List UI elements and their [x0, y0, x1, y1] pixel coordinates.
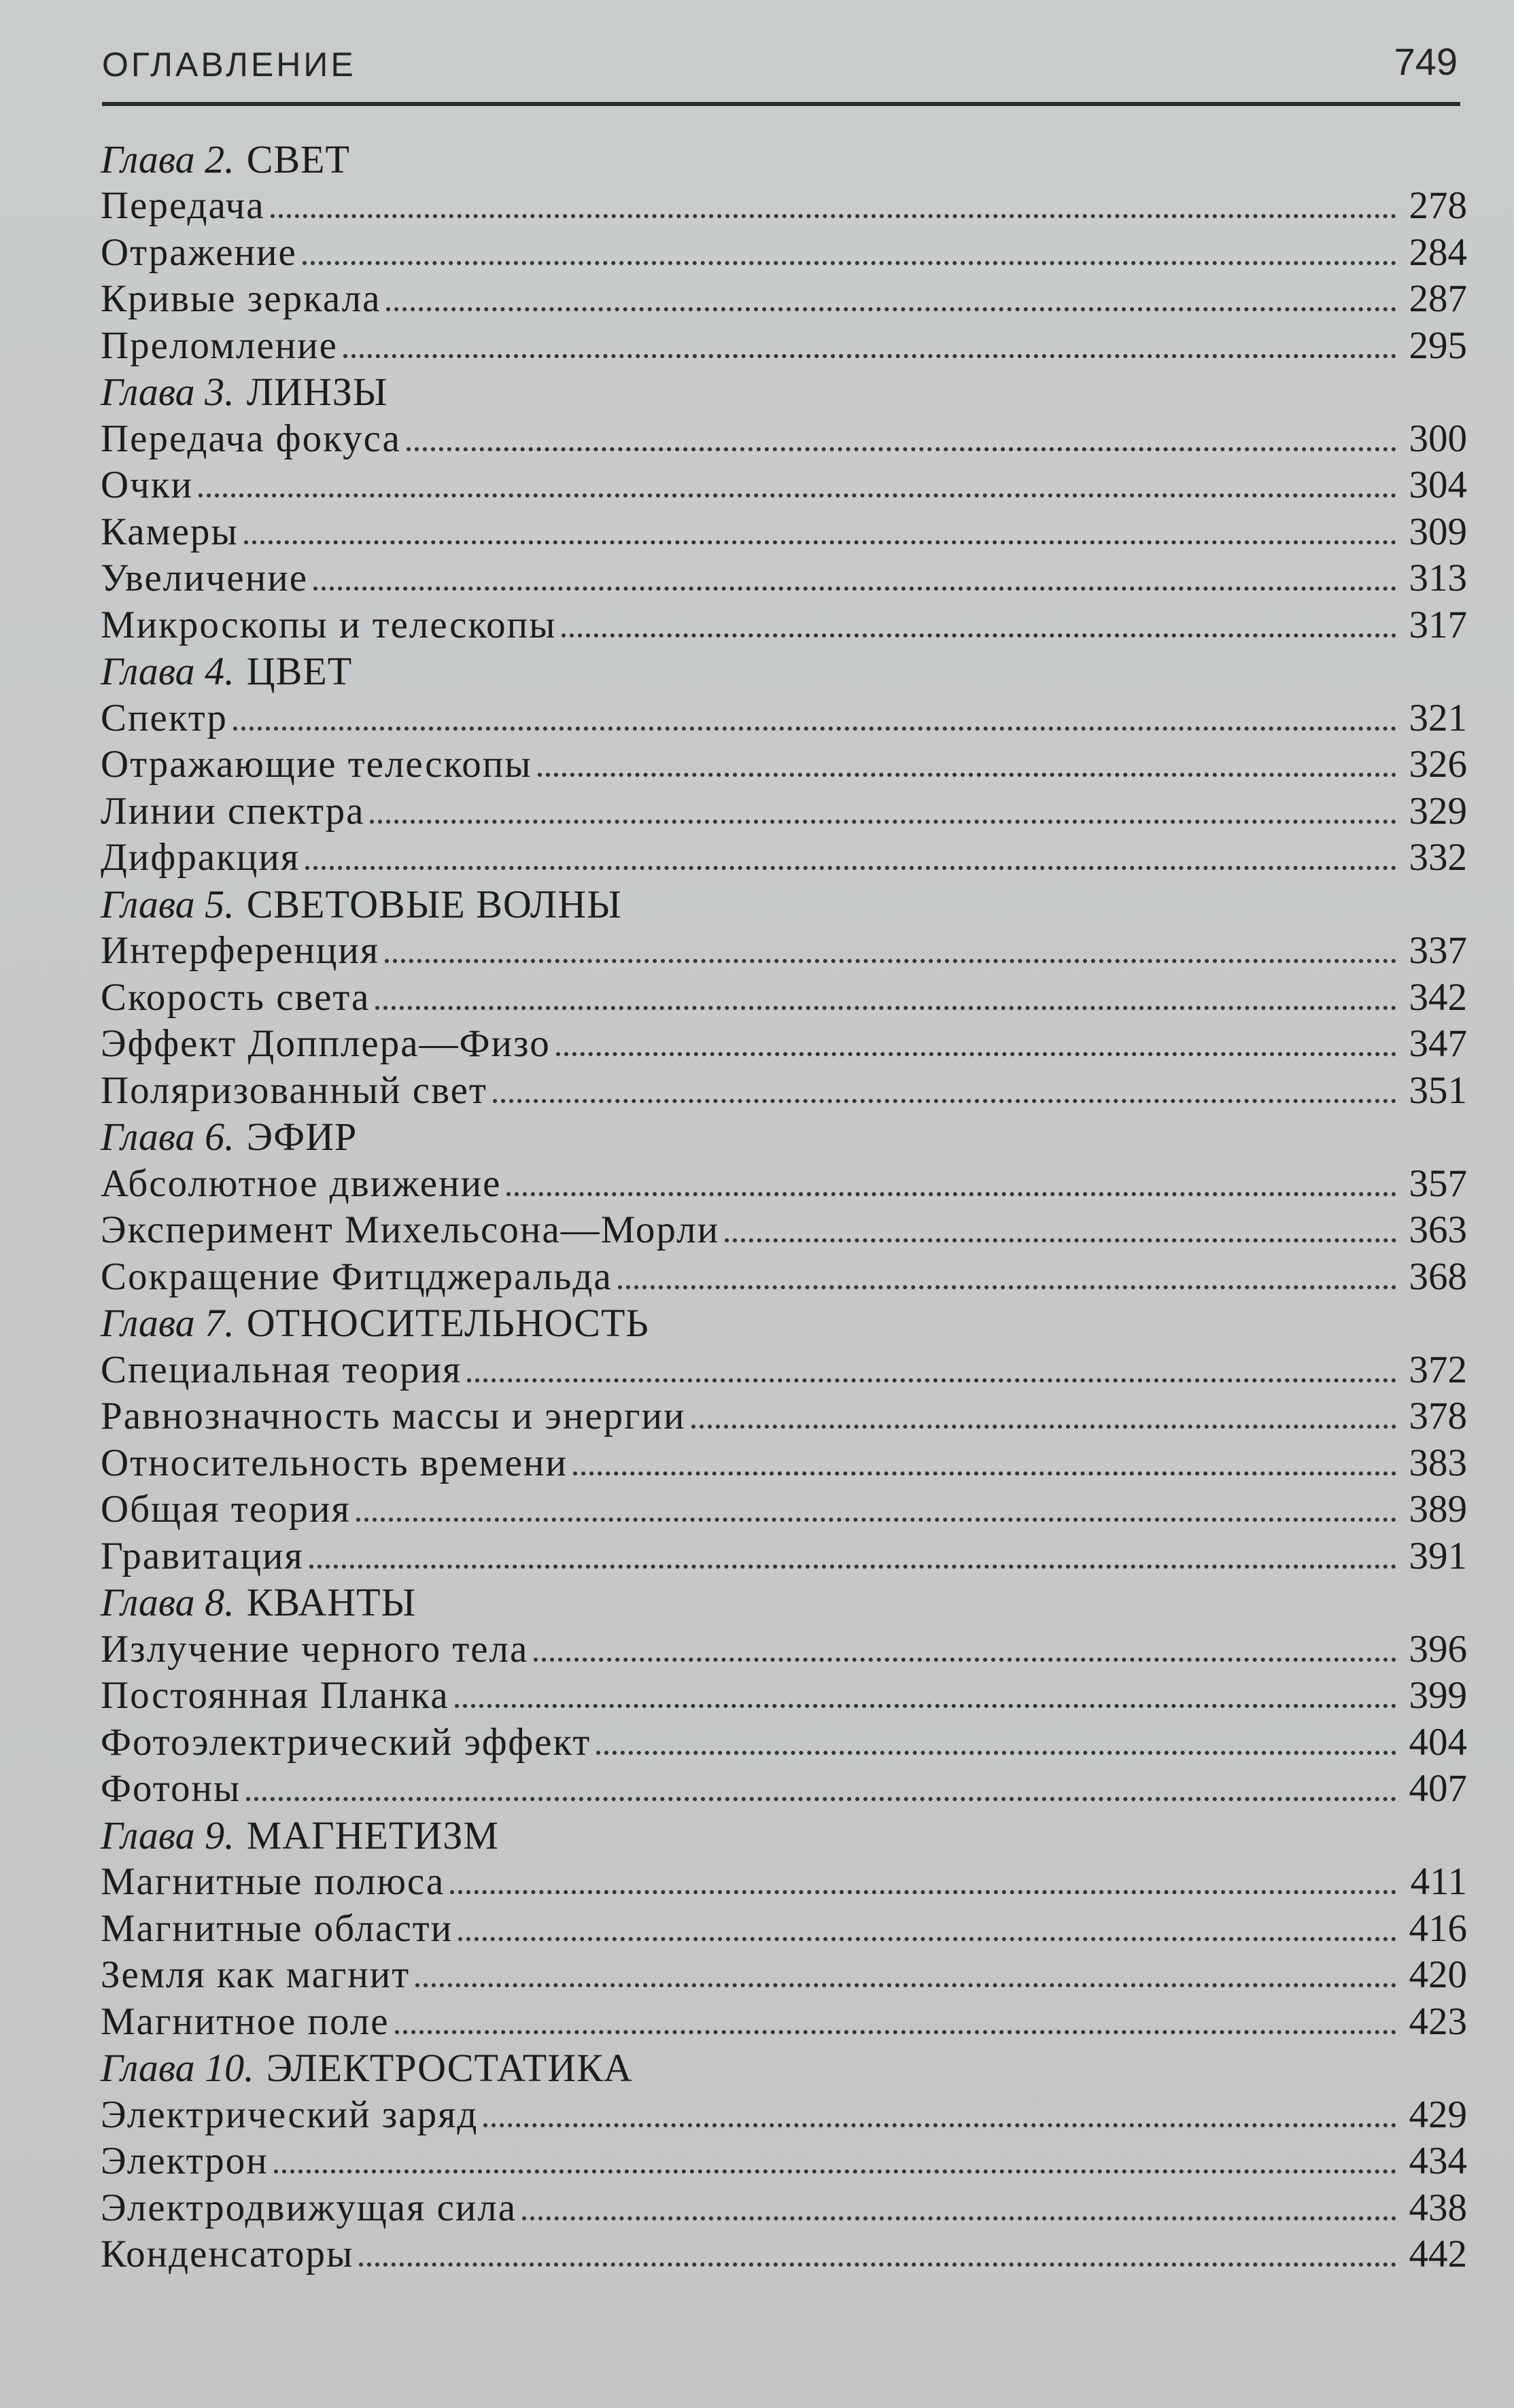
toc-entry-page: 396: [1409, 1627, 1467, 1671]
toc-entry: [101, 322, 1467, 369]
toc-entry: [101, 1067, 1467, 1114]
toc-entry-title: Электродвижущая сила: [101, 2186, 517, 2229]
toc-entry-title: Гравитация: [101, 1534, 304, 1577]
dot-leader: [271, 214, 1397, 218]
dot-leader: [450, 1890, 1396, 1894]
toc-entry-title: Кривые зеркала: [101, 277, 381, 320]
toc-entry-title: Спектр: [101, 696, 228, 739]
toc-entry-title: Общая теория: [101, 1488, 351, 1531]
chapter-number: Глава 7.: [101, 1301, 235, 1345]
chapter-number: Глава 5.: [101, 882, 235, 926]
dot-leader: [375, 1006, 1396, 1010]
dot-leader: [309, 1565, 1396, 1569]
page-number: 749: [1394, 40, 1458, 83]
chapter-title: СВЕТ: [246, 137, 350, 181]
toc-entry-title: Относительность времени: [101, 1441, 568, 1484]
toc-entry-title: Линии спектра: [101, 789, 365, 833]
toc-entry: [101, 462, 1467, 509]
toc-entry-title: Постоянная Планка: [101, 1674, 449, 1717]
toc-entry-title: Абсолютное движение: [101, 1162, 502, 1205]
toc-entry-title: Магнитные полюса: [101, 1860, 445, 1903]
toc-entry: [101, 601, 1467, 648]
toc-entry-page: 342: [1409, 975, 1467, 1019]
toc-entry: [101, 1952, 1467, 1999]
chapter-title: ЭЛЕКТРОСТАТИКА: [266, 2046, 633, 2090]
toc-entry: [101, 555, 1467, 602]
dot-leader: [522, 2216, 1396, 2220]
toc-entry-title: Электрический заряд: [101, 2093, 479, 2136]
toc-entry-page: 347: [1409, 1022, 1467, 1065]
toc-entry: [101, 1905, 1467, 1952]
toc-entry: [101, 695, 1467, 741]
chapter-title: КВАНТЫ: [246, 1580, 417, 1624]
toc-entry: [101, 1673, 1467, 1720]
dot-leader: [313, 587, 1396, 591]
toc-entry-title: Дифракция: [101, 836, 300, 879]
toc-entry: [101, 1346, 1467, 1393]
chapter-number: Глава 3.: [101, 370, 235, 414]
dot-leader: [562, 633, 1396, 638]
toc-entry-title: Передача: [101, 184, 265, 227]
toc-entry-title: Очки: [101, 464, 194, 506]
toc-entry-page: 391: [1409, 1534, 1467, 1577]
dot-leader: [458, 1937, 1396, 1941]
dot-leader: [415, 1983, 1396, 1987]
toc-entry: [101, 1439, 1467, 1486]
chapter-heading: [101, 648, 1467, 695]
toc-entry-page: 411: [1410, 1860, 1467, 1903]
chapter-title: ЭФИР: [246, 1115, 358, 1159]
dot-leader: [244, 540, 1396, 544]
toc-entry-page: 337: [1409, 929, 1467, 972]
toc-entry: [101, 183, 1467, 230]
toc-entry-page: 278: [1409, 184, 1467, 227]
dot-leader: [573, 1471, 1396, 1476]
toc-entry: [101, 1533, 1467, 1580]
table-of-contents: [101, 136, 1467, 2278]
dot-leader: [596, 1751, 1396, 1755]
page-header: [102, 39, 1460, 106]
chapter-number: Глава 8.: [101, 1580, 235, 1624]
toc-entry-title: Увеличение: [101, 557, 309, 599]
toc-entry: [101, 2091, 1467, 2138]
toc-entry-page: 351: [1409, 1068, 1467, 1112]
dot-leader: [199, 493, 1396, 498]
dot-leader: [370, 820, 1396, 824]
toc-entry-title: Интерференция: [101, 929, 380, 972]
toc-entry-page: 321: [1409, 696, 1467, 739]
toc-entry: [101, 1859, 1467, 1906]
dot-leader: [407, 447, 1396, 451]
toc-entry: [101, 788, 1467, 835]
dot-leader: [455, 1704, 1397, 1708]
dot-leader: [538, 773, 1396, 777]
toc-entry: [101, 928, 1467, 975]
dot-leader: [534, 1658, 1396, 1662]
toc-entry: [101, 276, 1467, 323]
toc-entry-page: 295: [1409, 324, 1467, 367]
toc-entry-page: 368: [1409, 1255, 1467, 1298]
toc-entry: [101, 1207, 1467, 1254]
dot-leader: [305, 866, 1396, 870]
toc-entry: [101, 741, 1467, 788]
toc-entry-page: 363: [1409, 1208, 1467, 1251]
toc-entry-page: 442: [1409, 2233, 1467, 2275]
toc-entry-title: Конденсаторы: [101, 2233, 354, 2275]
dot-leader: [343, 354, 1396, 358]
toc-entry-title: Камеры: [101, 510, 239, 553]
chapter-heading: [101, 881, 1467, 928]
toc-entry-title: Поляризованный свет: [101, 1068, 487, 1112]
toc-entry-title: Микроскопы и телескопы: [101, 603, 557, 646]
toc-entry-page: 383: [1409, 1441, 1467, 1484]
toc-entry: [101, 1021, 1467, 1068]
toc-entry-title: Специальная теория: [101, 1348, 462, 1391]
dot-leader: [386, 307, 1396, 311]
toc-entry-page: 287: [1409, 277, 1467, 320]
dot-leader: [395, 2030, 1396, 2034]
toc-entry-title: Эффект Допплера—Физо: [101, 1022, 551, 1065]
dot-leader: [556, 1052, 1396, 1056]
toc-entry: [101, 508, 1467, 555]
chapter-number: Глава 10.: [101, 2046, 254, 2090]
toc-entry-title: Эксперимент Михельсона—Морли: [101, 1208, 720, 1251]
toc-entry-title: Магнитное поле: [101, 2000, 390, 2043]
toc-entry-title: Отражение: [101, 230, 297, 274]
dot-leader: [303, 261, 1396, 265]
toc-entry-page: 304: [1409, 464, 1467, 506]
toc-entry: [101, 974, 1467, 1021]
dot-leader: [483, 2123, 1396, 2127]
toc-entry-title: Излучение черного тела: [101, 1627, 529, 1671]
toc-entry-title: Равнозначность массы и энергии: [101, 1395, 686, 1437]
toc-entry: [101, 415, 1467, 462]
chapter-title: ОТНОСИТЕЛЬНОСТЬ: [246, 1301, 649, 1345]
toc-entry: [101, 229, 1467, 276]
chapter-number: Глава 6.: [101, 1115, 235, 1159]
toc-entry-title: Магнитные области: [101, 1906, 453, 1950]
toc-entry-page: 378: [1409, 1395, 1467, 1437]
dot-leader: [356, 1518, 1396, 1522]
toc-entry-page: 284: [1409, 230, 1467, 274]
toc-entry-title: Фотоны: [101, 1767, 241, 1810]
toc-entry-page: 423: [1409, 2000, 1467, 2043]
toc-entry: [101, 2184, 1467, 2231]
toc-entry: [101, 2138, 1467, 2185]
toc-entry-title: Фотоэлектрический эффект: [101, 1720, 591, 1764]
toc-entry-title: Земля как магнит: [101, 1953, 411, 1996]
chapter-number: Глава 2.: [101, 137, 235, 181]
toc-entry-page: 372: [1409, 1348, 1467, 1391]
toc-entry-title: Сокращение Фитцджеральда: [101, 1255, 613, 1298]
toc-entry: [101, 1393, 1467, 1440]
dot-leader: [493, 1099, 1396, 1103]
toc-entry: [101, 1998, 1467, 2045]
chapter-heading: [101, 1580, 1467, 1626]
dot-leader: [385, 959, 1396, 963]
dot-leader: [506, 1192, 1396, 1196]
toc-entry-page: 317: [1409, 603, 1467, 646]
chapter-title: МАГНЕТИЗМ: [246, 1813, 499, 1857]
chapter-heading: [101, 369, 1467, 416]
toc-entry-page: 332: [1409, 836, 1467, 879]
dot-leader: [467, 1378, 1396, 1382]
toc-entry-page: 300: [1409, 417, 1467, 460]
toc-entry-page: 438: [1409, 2186, 1467, 2229]
toc-entry: [101, 835, 1467, 882]
toc-entry-page: 389: [1409, 1488, 1467, 1531]
toc-entry: [101, 1719, 1467, 1766]
section-title: ОГЛАВЛЕНИЕ: [102, 46, 356, 84]
chapter-heading: [101, 136, 1467, 183]
dot-leader: [233, 727, 1396, 731]
chapter-heading: [101, 2045, 1467, 2092]
dot-leader: [246, 1797, 1396, 1801]
dot-leader: [359, 2263, 1396, 2267]
toc-entry: [101, 1253, 1467, 1300]
chapter-number: Глава 4.: [101, 649, 235, 693]
toc-entry: [101, 1160, 1467, 1207]
toc-entry-title: Преломление: [101, 324, 338, 367]
chapter-heading: [101, 1114, 1467, 1161]
toc-entry-page: 399: [1409, 1674, 1467, 1717]
toc-entry-page: 420: [1409, 1953, 1467, 1996]
toc-entry-page: 357: [1409, 1162, 1467, 1205]
chapter-heading: [101, 1812, 1467, 1859]
toc-entry-page: 326: [1409, 743, 1467, 786]
toc-entry-page: 313: [1409, 557, 1467, 599]
toc-entry-title: Скорость света: [101, 975, 371, 1019]
chapter-heading: [101, 1300, 1467, 1347]
toc-entry-page: 329: [1409, 789, 1467, 833]
chapter-number: Глава 9.: [101, 1813, 235, 1857]
dot-leader: [691, 1425, 1396, 1429]
dot-leader: [274, 2169, 1396, 2174]
toc-entry: [101, 1766, 1467, 1813]
toc-entry-page: 434: [1409, 2140, 1467, 2182]
toc-entry-title: Электрон: [101, 2140, 269, 2182]
toc-entry: [101, 2231, 1467, 2278]
toc-entry: [101, 1626, 1467, 1673]
toc-entry-title: Передача фокуса: [101, 417, 401, 460]
chapter-title: ЛИНЗЫ: [246, 370, 388, 414]
toc-entry-page: 309: [1409, 510, 1467, 553]
chapter-title: СВЕТОВЫЕ ВОЛНЫ: [246, 882, 622, 926]
chapter-title: ЦВЕТ: [246, 649, 353, 693]
dot-leader: [725, 1238, 1396, 1242]
toc-entry-title: Отражающие телескопы: [101, 743, 532, 786]
toc-entry-page: 407: [1409, 1767, 1467, 1810]
toc-entry-page: 429: [1409, 2093, 1467, 2136]
toc-entry-page: 416: [1409, 1906, 1467, 1950]
toc-entry-page: 404: [1409, 1720, 1467, 1764]
dot-leader: [618, 1285, 1396, 1289]
toc-entry: [101, 1486, 1467, 1533]
